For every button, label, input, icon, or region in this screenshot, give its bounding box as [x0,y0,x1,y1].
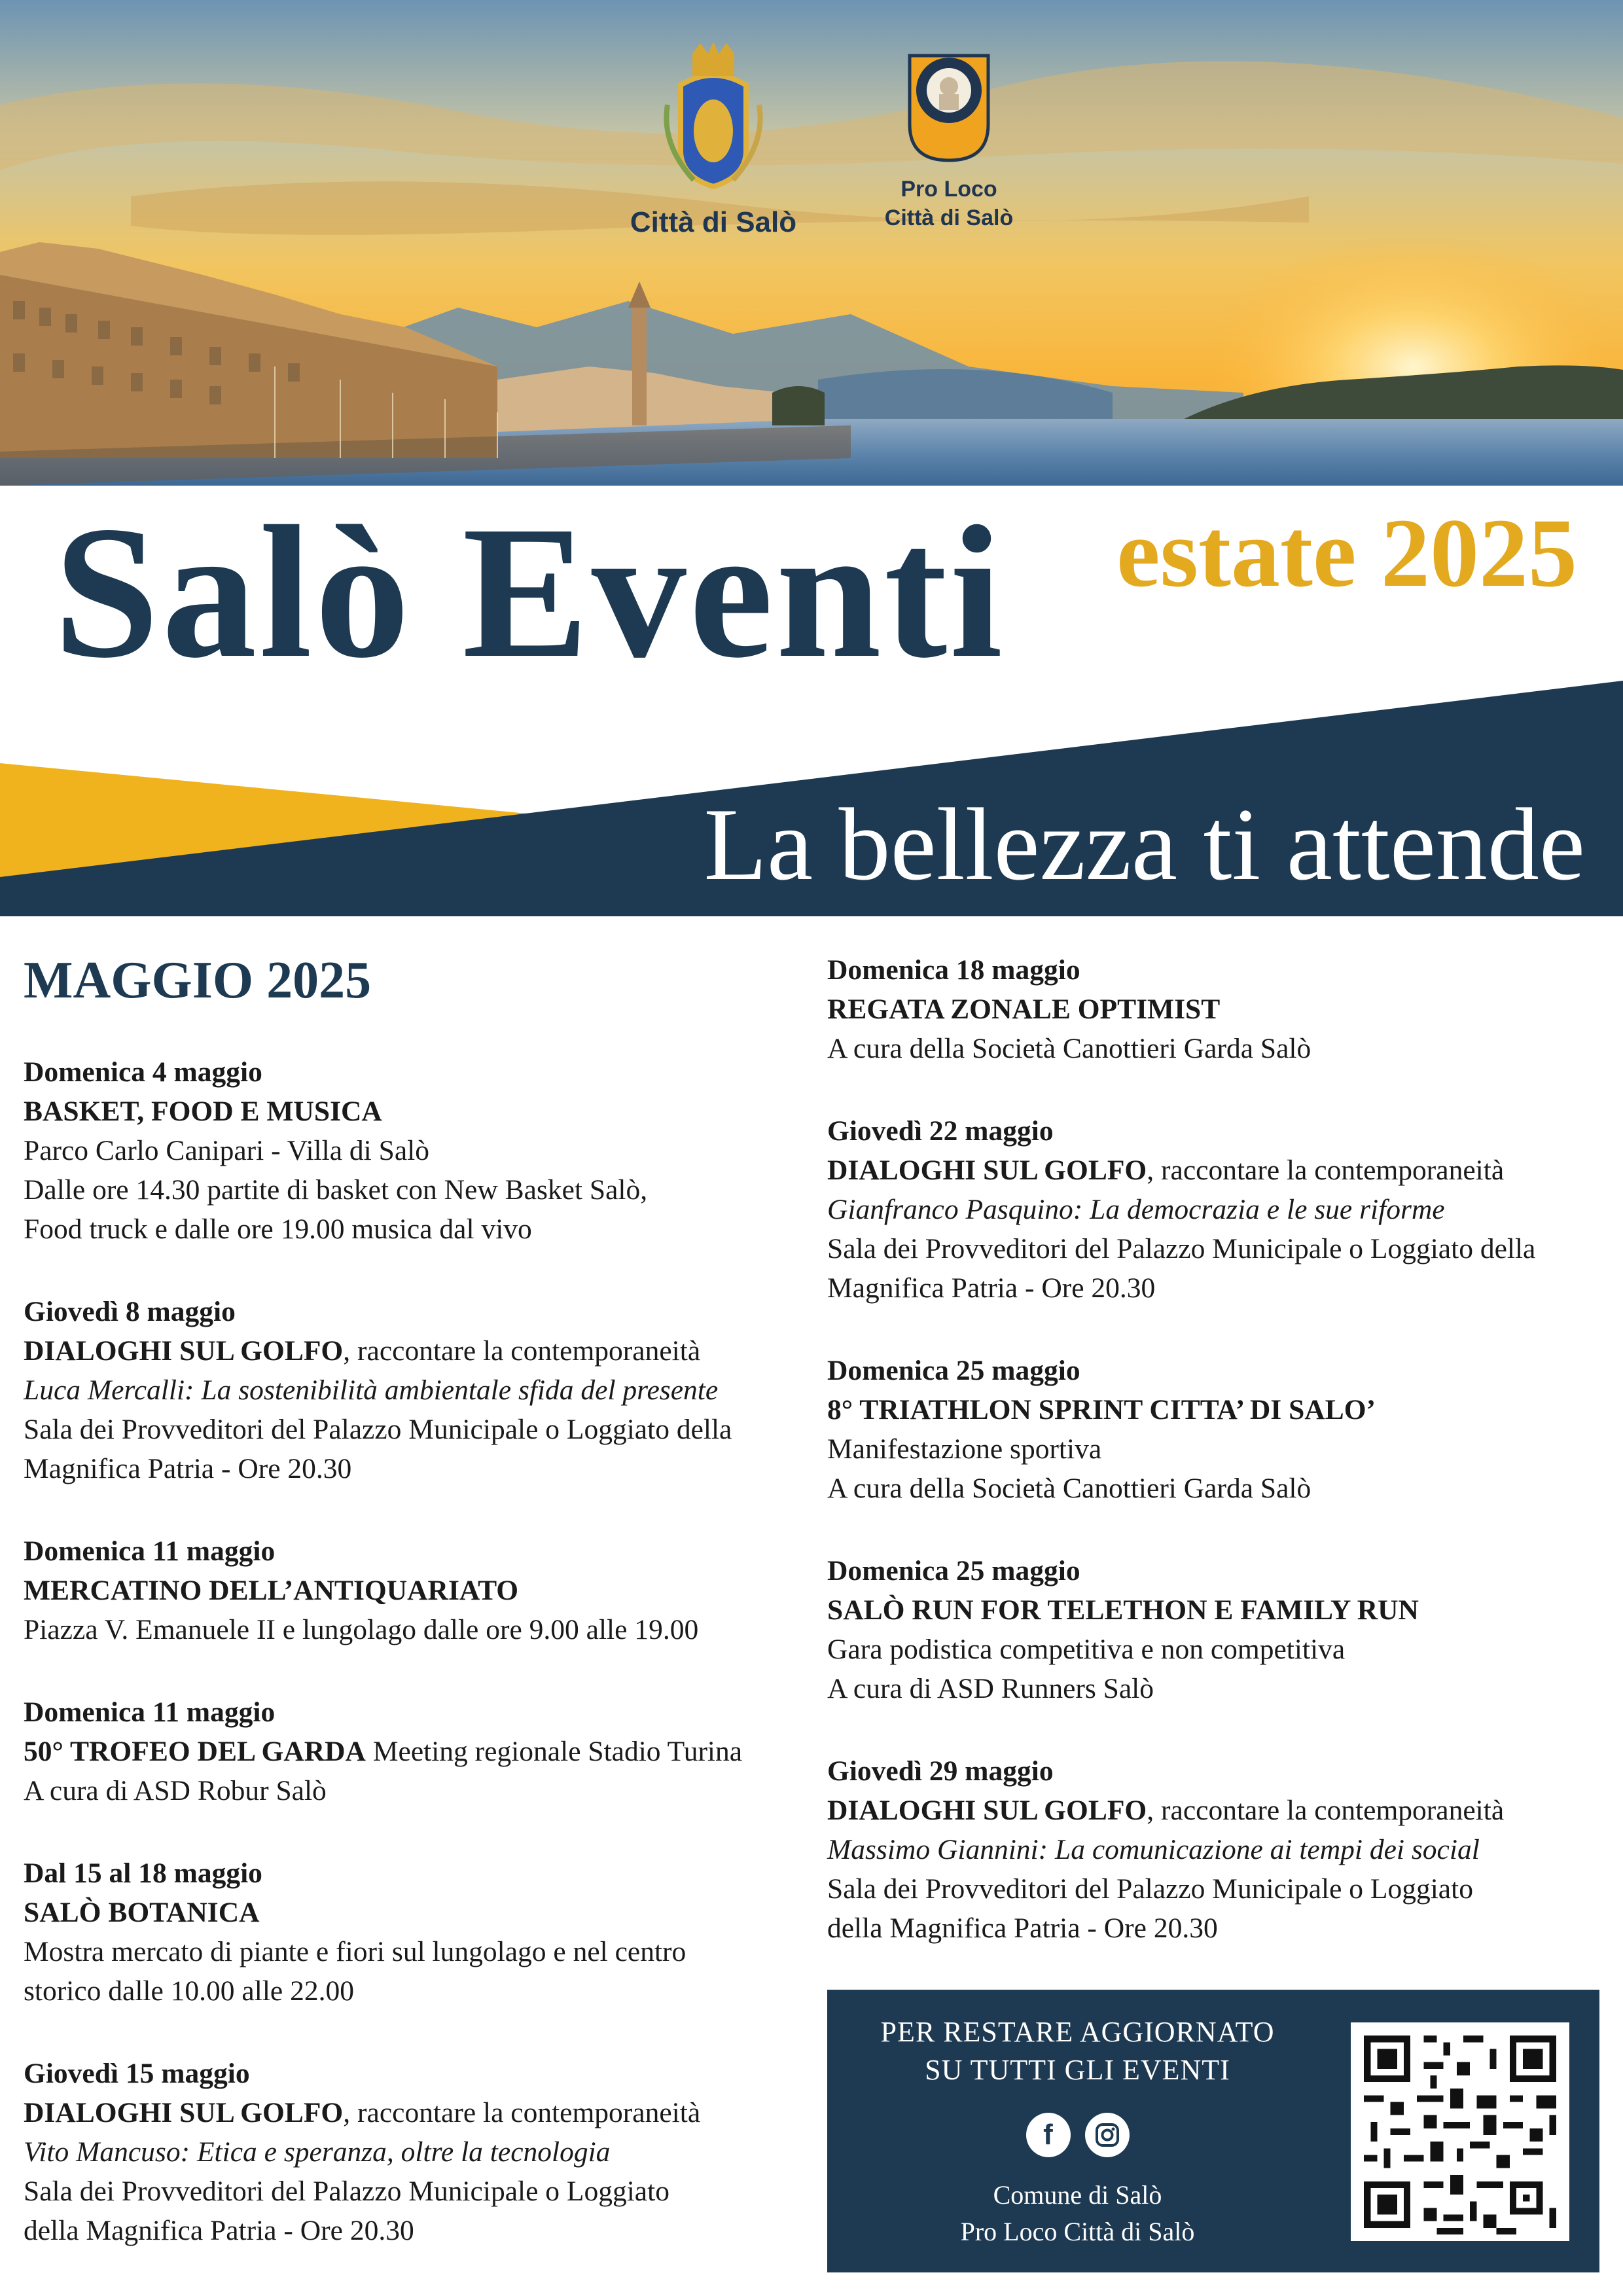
proloco-seal-icon [906,52,991,164]
city-logo-label: Città di Salò [630,206,797,238]
event-subtitle: Meeting regionale Stadio Turina [365,1736,743,1767]
event-detail: della Magnifica Patria - Ore 20.30 [827,1912,1218,1944]
event-detail: A cura della Società Canottieri Garda Salò [827,1473,1311,1504]
event-name: 8° TRIATHLON SPRINT CITTA’ DI SALO’ [827,1394,1376,1426]
event-detail: A cura della Società Canottieri Garda Salò [827,1033,1311,1064]
event-item [827,1111,1599,1308]
event-name: DIALOGHI SUL GOLFO [24,2097,344,2128]
proloco-logo [864,52,1034,232]
month-title: MAGGIO 2025 [24,952,372,1009]
info-box [827,1990,1599,2272]
facebook-icon[interactable]: f [1026,2113,1071,2157]
event-date: Giovedì 15 maggio [24,2058,250,2089]
event-item [24,1532,796,1649]
event-name: 50° TROFEO DEL GARDA [24,1736,366,1767]
event-date: Domenica 11 maggio [24,1696,276,1728]
event-name: BASKET, FOOD E MUSICA [24,1096,382,1127]
event-item [827,1551,1599,1708]
event-subtitle: , raccontare la contemporaneità [343,2097,701,2128]
event-item [24,2054,796,2250]
event-detail: Food truck e dalle ore 19.00 musica dal vivo [24,1213,532,1245]
event-speaker: Luca Mercalli: La sostenibilità ambientale sfida del presente [24,1374,719,1406]
event-detail: Piazza V. Emanuele II e lungolago dalle ore 9.00 alle 19.00 [24,1614,699,1645]
city-coat-of-arms-icon [654,39,772,190]
event-detail: Manifestazione sportiva [827,1433,1102,1465]
event-name: DIALOGHI SUL GOLFO [827,1795,1147,1826]
event-date: Domenica 11 maggio [24,1535,276,1567]
event-item [24,1693,796,1810]
instagram-icon[interactable] [1085,2113,1130,2157]
event-detail: Sala dei Provveditori del Palazzo Municipale o Loggiato [24,2176,669,2207]
event-date: Domenica 4 maggio [24,1056,262,1088]
event-date: Giovedì 22 maggio [827,1115,1054,1147]
event-detail: A cura di ASD Robur Salò [24,1775,327,1806]
event-date: Dal 15 al 18 maggio [24,1857,262,1889]
event-speaker: Massimo Giannini: La comunicazione ai tempi dei social [827,1834,1480,1865]
event-detail: della Magnifica Patria - Ore 20.30 [24,2215,414,2246]
event-date: Domenica 18 maggio [827,954,1080,986]
event-subtitle: , raccontare la contemporaneità [1147,1795,1505,1826]
city-logo [618,39,808,239]
events-column-left [24,942,796,2293]
event-item [827,1351,1599,1508]
event-name: SALÒ BOTANICA [24,1897,260,1928]
info-heading-line2: SU TUTTI GLI EVENTI [925,2054,1230,2086]
event-speaker: Vito Mancuso: Etica e speranza, oltre la tecnologia [24,2136,611,2168]
event-speaker: Gianfranco Pasquino: La democrazia e le sue riforme [827,1194,1445,1225]
event-detail: A cura di ASD Runners Salò [827,1673,1154,1704]
event-date: Giovedì 29 maggio [827,1755,1054,1787]
qr-code-icon[interactable] [1351,2022,1569,2241]
event-date: Giovedì 8 maggio [24,1296,236,1327]
event-name: REGATA ZONALE OPTIMIST [827,994,1221,1025]
event-item [24,1052,796,1249]
event-date: Domenica 25 maggio [827,1555,1080,1587]
event-subtitle: , raccontare la contemporaneità [343,1335,701,1367]
event-item [24,1292,796,1488]
event-detail: Sala dei Provveditori del Palazzo Municipale o Loggiato della [827,1233,1536,1265]
event-item [827,1751,1599,1948]
season-label: estate 2025 [1116,499,1577,607]
page-title: Salò Eventi [54,487,1005,697]
hero-image [0,0,1623,486]
info-heading-line1: PER RESTARE AGGIORNATO [880,2016,1275,2048]
event-detail: Parco Carlo Canipari - Villa di Salò [24,1135,429,1166]
event-subtitle: , raccontare la contemporaneità [1147,1155,1505,1186]
event-detail: Magnifica Patria - Ore 20.30 [827,1272,1156,1304]
event-detail: Sala dei Provveditori del Palazzo Municipale o Loggiato della [24,1414,732,1445]
info-text [827,2013,1328,2250]
social-links [827,2113,1328,2157]
event-name: DIALOGHI SUL GOLFO [24,1335,344,1367]
event-item [827,950,1599,1068]
events-column-right [827,950,1599,1991]
info-org-line1: Comune di Salò [993,2180,1162,2210]
tagline: La bellezza ti attende [704,787,1585,902]
event-detail: Dalle ore 14.30 partite di basket con New Basket Salò, [24,1174,648,1206]
event-item [24,1854,796,2011]
event-name: SALÒ RUN FOR TELETHON E FAMILY RUN [827,1594,1419,1626]
event-detail: Mostra mercato di piante e fiori sul lungolago e nel centro [24,1936,687,1967]
event-detail: Sala dei Provveditori del Palazzo Municipale o Loggiato [827,1873,1473,1905]
event-detail: Magnifica Patria - Ore 20.30 [24,1453,352,1484]
event-detail: storico dalle 10.00 alle 22.00 [24,1975,354,2007]
event-date: Domenica 25 maggio [827,1355,1080,1386]
event-detail: Gara podistica competitiva e non competitiva [827,1634,1346,1665]
proloco-logo-label: Pro Loco Città di Salò [884,177,1014,230]
event-name: DIALOGHI SUL GOLFO [827,1155,1147,1186]
info-org-line2: Pro Loco Città di Salò [960,2217,1195,2246]
event-name: MERCATINO DELL’ANTIQUARIATO [24,1575,519,1606]
